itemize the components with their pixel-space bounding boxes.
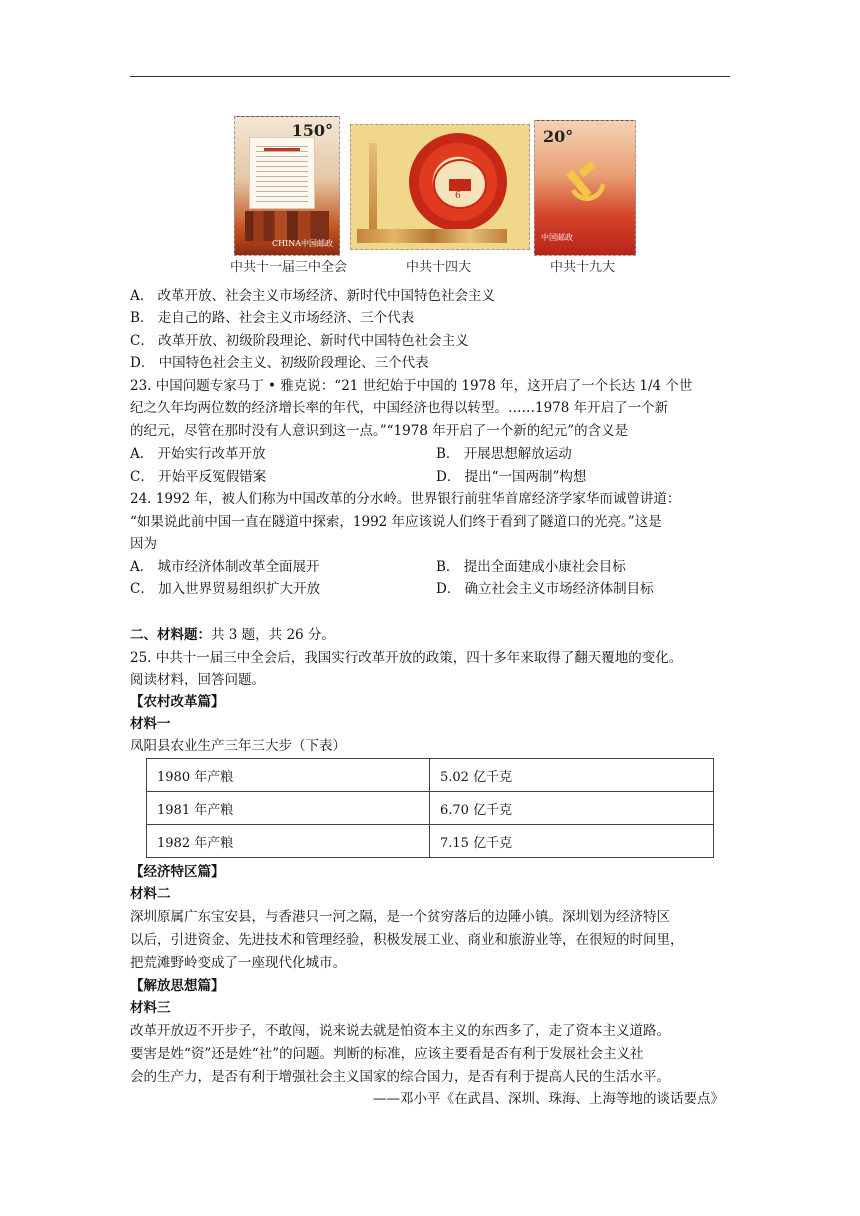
stamp-19th-congress xyxy=(534,120,636,256)
grain-output-table xyxy=(146,758,714,858)
part3-heading: 【解放思想篇】 xyxy=(130,978,225,994)
material3-line: 要害是姓“资”还是姓“社”的问题。判断的标准，应该主要看是否有利于发展社会主义社 xyxy=(130,1046,644,1062)
q24-option-a: A． 城市经济体制改革全面展开 xyxy=(130,559,320,575)
table-row xyxy=(147,825,714,858)
city-graphic xyxy=(357,229,507,243)
material2-line: 深圳原属广东宝安县，与香港只一河之隔，是一个贫穷落后的边陲小镇。深圳划为经济特区 xyxy=(130,909,670,925)
stamp-value: 20° xyxy=(543,127,574,146)
stamp-14th-congress xyxy=(350,124,530,250)
q25-stem-line: 阅读材料，回答问题。 xyxy=(130,672,265,688)
table-cell-amount: 7.15 亿千克 xyxy=(430,825,714,858)
stamp-value: 150° xyxy=(291,121,333,140)
tiananmen-graphic xyxy=(449,179,471,191)
q24-option-b: B． 提出全面建成小康社会目标 xyxy=(436,559,626,575)
q24-option-d: D． 确立社会主义市场经济体制目标 xyxy=(436,581,654,597)
table-cell-amount: 6.70 亿千克 xyxy=(430,792,714,825)
newspaper-graphic xyxy=(249,137,315,209)
caption-third-plenum: 中共十一届三中全会 xyxy=(230,260,348,275)
header-rule xyxy=(130,76,730,77)
emblem-circle-graphic xyxy=(409,133,507,231)
part2-heading: 【经济特区篇】 xyxy=(130,864,225,880)
quote-source: ——邓小平《在武昌、深圳、珠海、上海等地的谈话要点》 xyxy=(373,1091,724,1107)
stamp-brand: CHINA中国邮政 xyxy=(271,239,333,248)
city-skyline-graphic xyxy=(245,211,329,241)
material3-line: 改革开放迈不开步子，不敢闯，说来说去就是怕资本主义的东西多了，走了资本主义道路。 xyxy=(130,1023,670,1039)
huabiao-pillar-graphic xyxy=(369,143,377,229)
part1-material-label: 材料一 xyxy=(130,716,171,732)
stamp-third-plenum xyxy=(234,116,340,256)
q22-option-c: C． 改革开放、初级阶段理论、新时代中国特色社会主义 xyxy=(130,333,469,349)
table-cell-amount: 5.02 亿千克 xyxy=(430,759,714,792)
part1-heading: 【农村改革篇】 xyxy=(130,694,225,710)
table-cell-year: 1982 年产粮 xyxy=(147,825,430,858)
section-title: 二、材料题： xyxy=(130,627,211,643)
q24-stem-line: 24. 1992 年，被人们称为中国改革的分水岭。世界银行前驻华首席经济学家华而诚曾讲道： xyxy=(130,491,681,507)
material3-line: 会的生产力，是否有利于增强社会主义国家的综合国力，是否有利于提高人民的生活水平。 xyxy=(130,1069,670,1085)
q23-option-c: C． 开始平反冤假错案 xyxy=(130,469,267,485)
part2-material-label: 材料二 xyxy=(130,886,171,902)
q23-stem-line: 纪之久年均两位数的经济增长率的年代，中国经济也得以转型。……1978 年开启了一个新 xyxy=(130,400,669,416)
q23-option-a: A． 开始实行改革开放 xyxy=(130,446,266,462)
stamp-images xyxy=(230,116,640,276)
hammer-sickle-icon xyxy=(561,161,613,209)
q23-stem-line: 23. 中国问题专家马丁 • 雅克说：“21 世纪始于中国的 1978 年，这开启了一个长达 1/4 个世 xyxy=(130,378,693,394)
section-heading xyxy=(130,624,335,646)
table-cell-year: 1981 年产粮 xyxy=(147,792,430,825)
q24-stem-line: “如果说此前中国一直在隧道中探索，1992 年应该说人们终于看到了隧道口的光亮。”这是 xyxy=(130,514,662,530)
table-row xyxy=(147,792,714,825)
part3-material-label: 材料三 xyxy=(130,1000,171,1016)
stamp-number: 6 xyxy=(455,191,461,201)
table-cell-year: 1980 年产粮 xyxy=(147,759,430,792)
material2-line: 把荒滩野岭变成了一座现代化城市。 xyxy=(130,955,346,971)
q25-stem-line: 25. 中共十一届三中全会后，我国实行改革开放的政策，四十多年来取得了翻天覆地的变化。 xyxy=(130,650,683,666)
q24-stem-line: 因为 xyxy=(130,536,157,552)
q23-stem-line: 的纪元，尽管在那时没有人意识到这一点。”“1978 年开启了一个新的纪元”的含义是 xyxy=(130,423,629,439)
stamp-brand: 中国邮政 xyxy=(541,233,573,242)
material2-line: 以后，引进资金、先进技术和管理经验，积极发展工业、商业和旅游业等，在很短的时间里， xyxy=(130,932,684,948)
q22-option-d: D． 中国特色社会主义、初级阶段理论、三个代表 xyxy=(130,355,429,371)
caption-14th-congress: 中共十四大 xyxy=(406,260,472,275)
table-row xyxy=(147,759,714,792)
q22-option-b: B． 走自己的路、社会主义市场经济、三个代表 xyxy=(130,310,415,326)
q23-option-d: D． 提出“一国两制”构想 xyxy=(436,469,587,485)
section-desc: 共 3 题，共 26 分。 xyxy=(211,627,335,643)
q22-option-a: A． 改革开放、社会主义市场经济、新时代中国特色社会主义 xyxy=(130,288,496,304)
q23-option-b: B． 开展思想解放运动 xyxy=(436,446,572,462)
caption-19th-congress: 中共十九大 xyxy=(550,260,616,275)
table-caption: 凤阳县农业生产三年三大步（下表） xyxy=(130,738,346,754)
q24-option-c: C． 加入世界贸易组织扩大开放 xyxy=(130,581,321,597)
